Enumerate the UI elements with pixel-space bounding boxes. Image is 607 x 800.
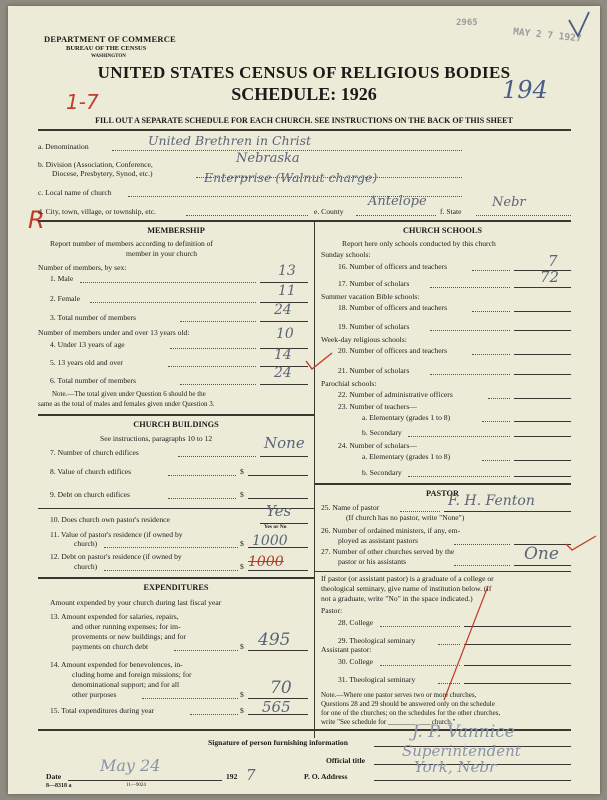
received-date-stamp: MAY 2 7 1927 [512,26,583,45]
q16-value: 7 [548,252,558,270]
denomination-label: a. Denomination [38,142,89,151]
sunday-schools-label: Sunday schools: [321,250,371,259]
q14-dollar: $ [240,690,244,699]
official-title-label: Official title [326,756,366,765]
q14-label-4: other purposes [72,690,117,699]
q13-label-4: payments on church debt [72,642,149,651]
stamp-number: 2965 [456,18,478,28]
bureau-label: BUREAU OF THE CENSUS [66,45,147,52]
q8-label: 8. Value of church edifices [50,467,132,476]
red-strike-line [438,584,494,702]
q21-label: 21. Number of scholars [338,366,410,375]
division-value: Nebraska [236,151,300,166]
age-breakdown-label: Number of members under and over 13 years old: [38,328,190,337]
city-town-label: d. City, town, village, or township, etc. [38,207,157,216]
q10-value: Yes [266,502,292,520]
weekday-schools-label: Week-day religious schools: [321,335,407,344]
q12-value: 1000 [248,554,284,570]
city-label: WASHINGTON [91,54,126,59]
local-name-value: Enterprise (Walnut charge) [204,170,378,185]
q1-value: 13 [278,263,296,279]
q3-label: 3. Total number of members [50,313,137,322]
county-label: e. County [314,207,344,216]
membership-note-cont: same as the total of males and females given under Question 3. [38,400,215,408]
form-title: UNITED STATES CENSUS OF RELIGIOUS BODIES [97,63,511,82]
q26-label-cont: ployed as assistant pastors [338,536,418,545]
schedule-id-note: 1-7 [66,90,99,114]
q20-label: 20. Number of officers and teachers [338,346,448,355]
signature-value: J. P. Vannice [412,722,515,742]
buildings-heading: CHURCH BUILDINGS [133,420,219,429]
division-label: b. Division (Association, Conference, [38,160,153,169]
summer-schools-label: Summer vacation Bible schools: [321,292,420,301]
census-schedule-sheet [8,6,600,794]
q5-value: 14 [274,347,292,363]
schools-intro: Report here only schools conducted by this church [342,239,496,248]
department-label: DEPARTMENT OF COMMERCE [44,34,176,44]
membership-intro-cont: member in your church [126,249,198,258]
q23b-label: b. Secondary [362,428,402,437]
official-title-value: Superintendent [402,742,521,760]
membership-intro: Report number of members according to definition of [50,239,214,248]
q8-dollar: $ [240,467,244,476]
q25-label: 25. Name of pastor [321,503,380,512]
q14-label-3: denominational support; and for all [72,680,180,689]
form-number: 8—8318 a [46,783,72,789]
division-label-cont: Diocese, Presbytery, Synod, etc.) [52,169,153,178]
red-check-icon [564,534,598,552]
q11-label: 11. Value of pastor's residence (if owned by [50,530,183,539]
print-code: 11—9024 [126,783,146,788]
q1-label: 1. Male [50,274,74,283]
q31-label: 31. Theological seminary [338,675,416,684]
date-value: May 24 [100,756,161,775]
q12-label: 12. Debt on pastor's residence (if owned by [50,552,182,561]
pastor-heading: PASTOR [426,489,459,498]
county-value: Antelope [368,194,427,209]
membership-note: Note.—The total given under Question 6 should be the [52,390,206,398]
q13-value: 495 [258,630,291,650]
q14-value: 70 [270,678,292,698]
q24a-label: a. Elementary (grades 1 to 8) [362,452,451,461]
q11-dollar: $ [240,539,244,548]
q15-label: 15. Total expenditures during year [50,706,155,715]
pastor-note-2: Questions 28 and 29 should be answered only on the schedule [321,700,495,708]
yes-or-no-hint: Yes or No [264,524,287,530]
members-by-sex-label: Number of members, by sex: [38,263,127,272]
q23-label: 23. Number of teachers— [338,402,417,411]
q25-value: F. H. Fenton [448,493,535,509]
state-value: Nebr [492,195,526,210]
q17-value: 72 [540,268,560,286]
q13-dollar: $ [240,642,244,651]
expenditures-heading: EXPENDITURES [143,583,209,592]
q13-label: 13. Amount expended for salaries, repairs, [50,612,179,621]
q15-dollar: $ [240,706,244,715]
q7-value: None [264,434,305,452]
q28-label: 28. College [338,618,374,627]
q13-label-3: provements or new buildings; and for [72,632,187,641]
q12-label-cont: church) [74,562,98,571]
q6-value: 24 [274,365,292,381]
state-label: f. State [440,207,462,216]
form-subtitle: SCHEDULE: 1926 [231,84,377,104]
q27-label: 27. Number of other churches served by the [321,547,455,556]
margin-mark: R [28,206,45,234]
address-value: York, Nebr [414,758,497,776]
graduate-instructions-3: not a graduate, write "No" in the space indicated.) [321,594,473,603]
red-check-icon [304,352,334,372]
graduate-instructions-2: theological seminary, give name of institution below. (If [321,584,492,593]
schools-heading: CHURCH SCHOOLS [402,226,483,235]
date-label: Date [46,772,62,781]
pastor-subheading: Pastor: [321,606,343,615]
graduate-instructions: If pastor (or assistant pastor) is a graduate of a college or [321,574,494,583]
year-prefix: 192 [226,772,238,781]
q15-value: 565 [262,698,291,716]
check-mark-icon [566,10,592,40]
q18-label: 18. Number of officers and teachers [338,303,448,312]
q23a-label: a. Elementary (grades 1 to 8) [362,413,451,422]
q4-value: 10 [276,326,294,342]
q22-label: 22. Number of administrative officers [338,390,453,399]
pastor-note-3: for one of the churches; on the schedules for the other churches, [321,709,501,717]
buildings-intro: See instructions, paragraphs 10 to 12 [100,434,213,443]
instructions-line: FILL OUT A SEPARATE SCHEDULE FOR EACH CHURCH. SEE INSTRUCTIONS ON THE BACK OF THIS SHEET [95,116,513,125]
schedule-number: 194 [502,76,548,104]
signature-label: Signature of person furnishing information [208,738,348,747]
q5-label: 5. 13 years old and over [50,358,123,367]
q9-label: 9. Debt on church edifices [50,490,130,499]
q14-label-2: cluding home and foreign missions; for [72,670,192,679]
expenditures-intro: Amount expended by your church during last fiscal year [50,598,222,607]
q29-label: 29. Theological seminary [338,636,416,645]
membership-heading: MEMBERSHIP [147,226,205,235]
q27-label-cont: pastor or his assistants [338,557,407,566]
q11-value: 1000 [252,533,288,549]
q13-label-2: and other running expenses; for im- [72,622,181,631]
q25-hint: (If church has no pastor, write "None") [346,513,465,522]
parochial-schools-label: Parochial schools: [321,379,377,388]
assistant-pastor-subheading: Assistant pastor: [321,645,372,654]
pastor-note: Note.—Where one pastor serves two or more churches, [321,691,477,699]
q4-label: 4. Under 13 years of age [50,340,125,349]
q17-label: 17. Number of scholars [338,279,410,288]
q3-value: 24 [274,302,292,318]
q11-label-cont: church) [74,539,98,548]
q30-label: 30. College [338,657,374,666]
q10-label: 10. Does church own pastor's residence [50,515,170,524]
denomination-value: United Brethren in Christ [148,133,312,148]
q12-dollar: $ [240,562,244,571]
q24-label: 24. Number of scholars— [338,441,417,450]
q9-dollar: $ [240,490,244,499]
q6-label: 6. Total number of members [50,376,137,385]
q7-label: 7. Number of church edifices [50,448,139,457]
q19-label: 19. Number of scholars [338,322,410,331]
q14-label: 14. Amount expended for benevolences, in- [50,660,183,669]
q16-label: 16. Number of officers and teachers [338,262,448,271]
pastor-note-4: write "See schedule for ____________ church." [321,718,456,726]
q2-label: 2. Female [50,294,80,303]
q26-label: 26. Number of ordained ministers, if any, em- [321,526,461,535]
local-name-label: c. Local name of church [38,188,112,197]
year-digit: 7 [246,766,256,784]
q27-value: One [524,544,559,564]
address-label: P. O. Address [304,772,348,781]
q2-value: 11 [278,283,296,299]
q24b-label: b. Secondary [362,468,402,477]
